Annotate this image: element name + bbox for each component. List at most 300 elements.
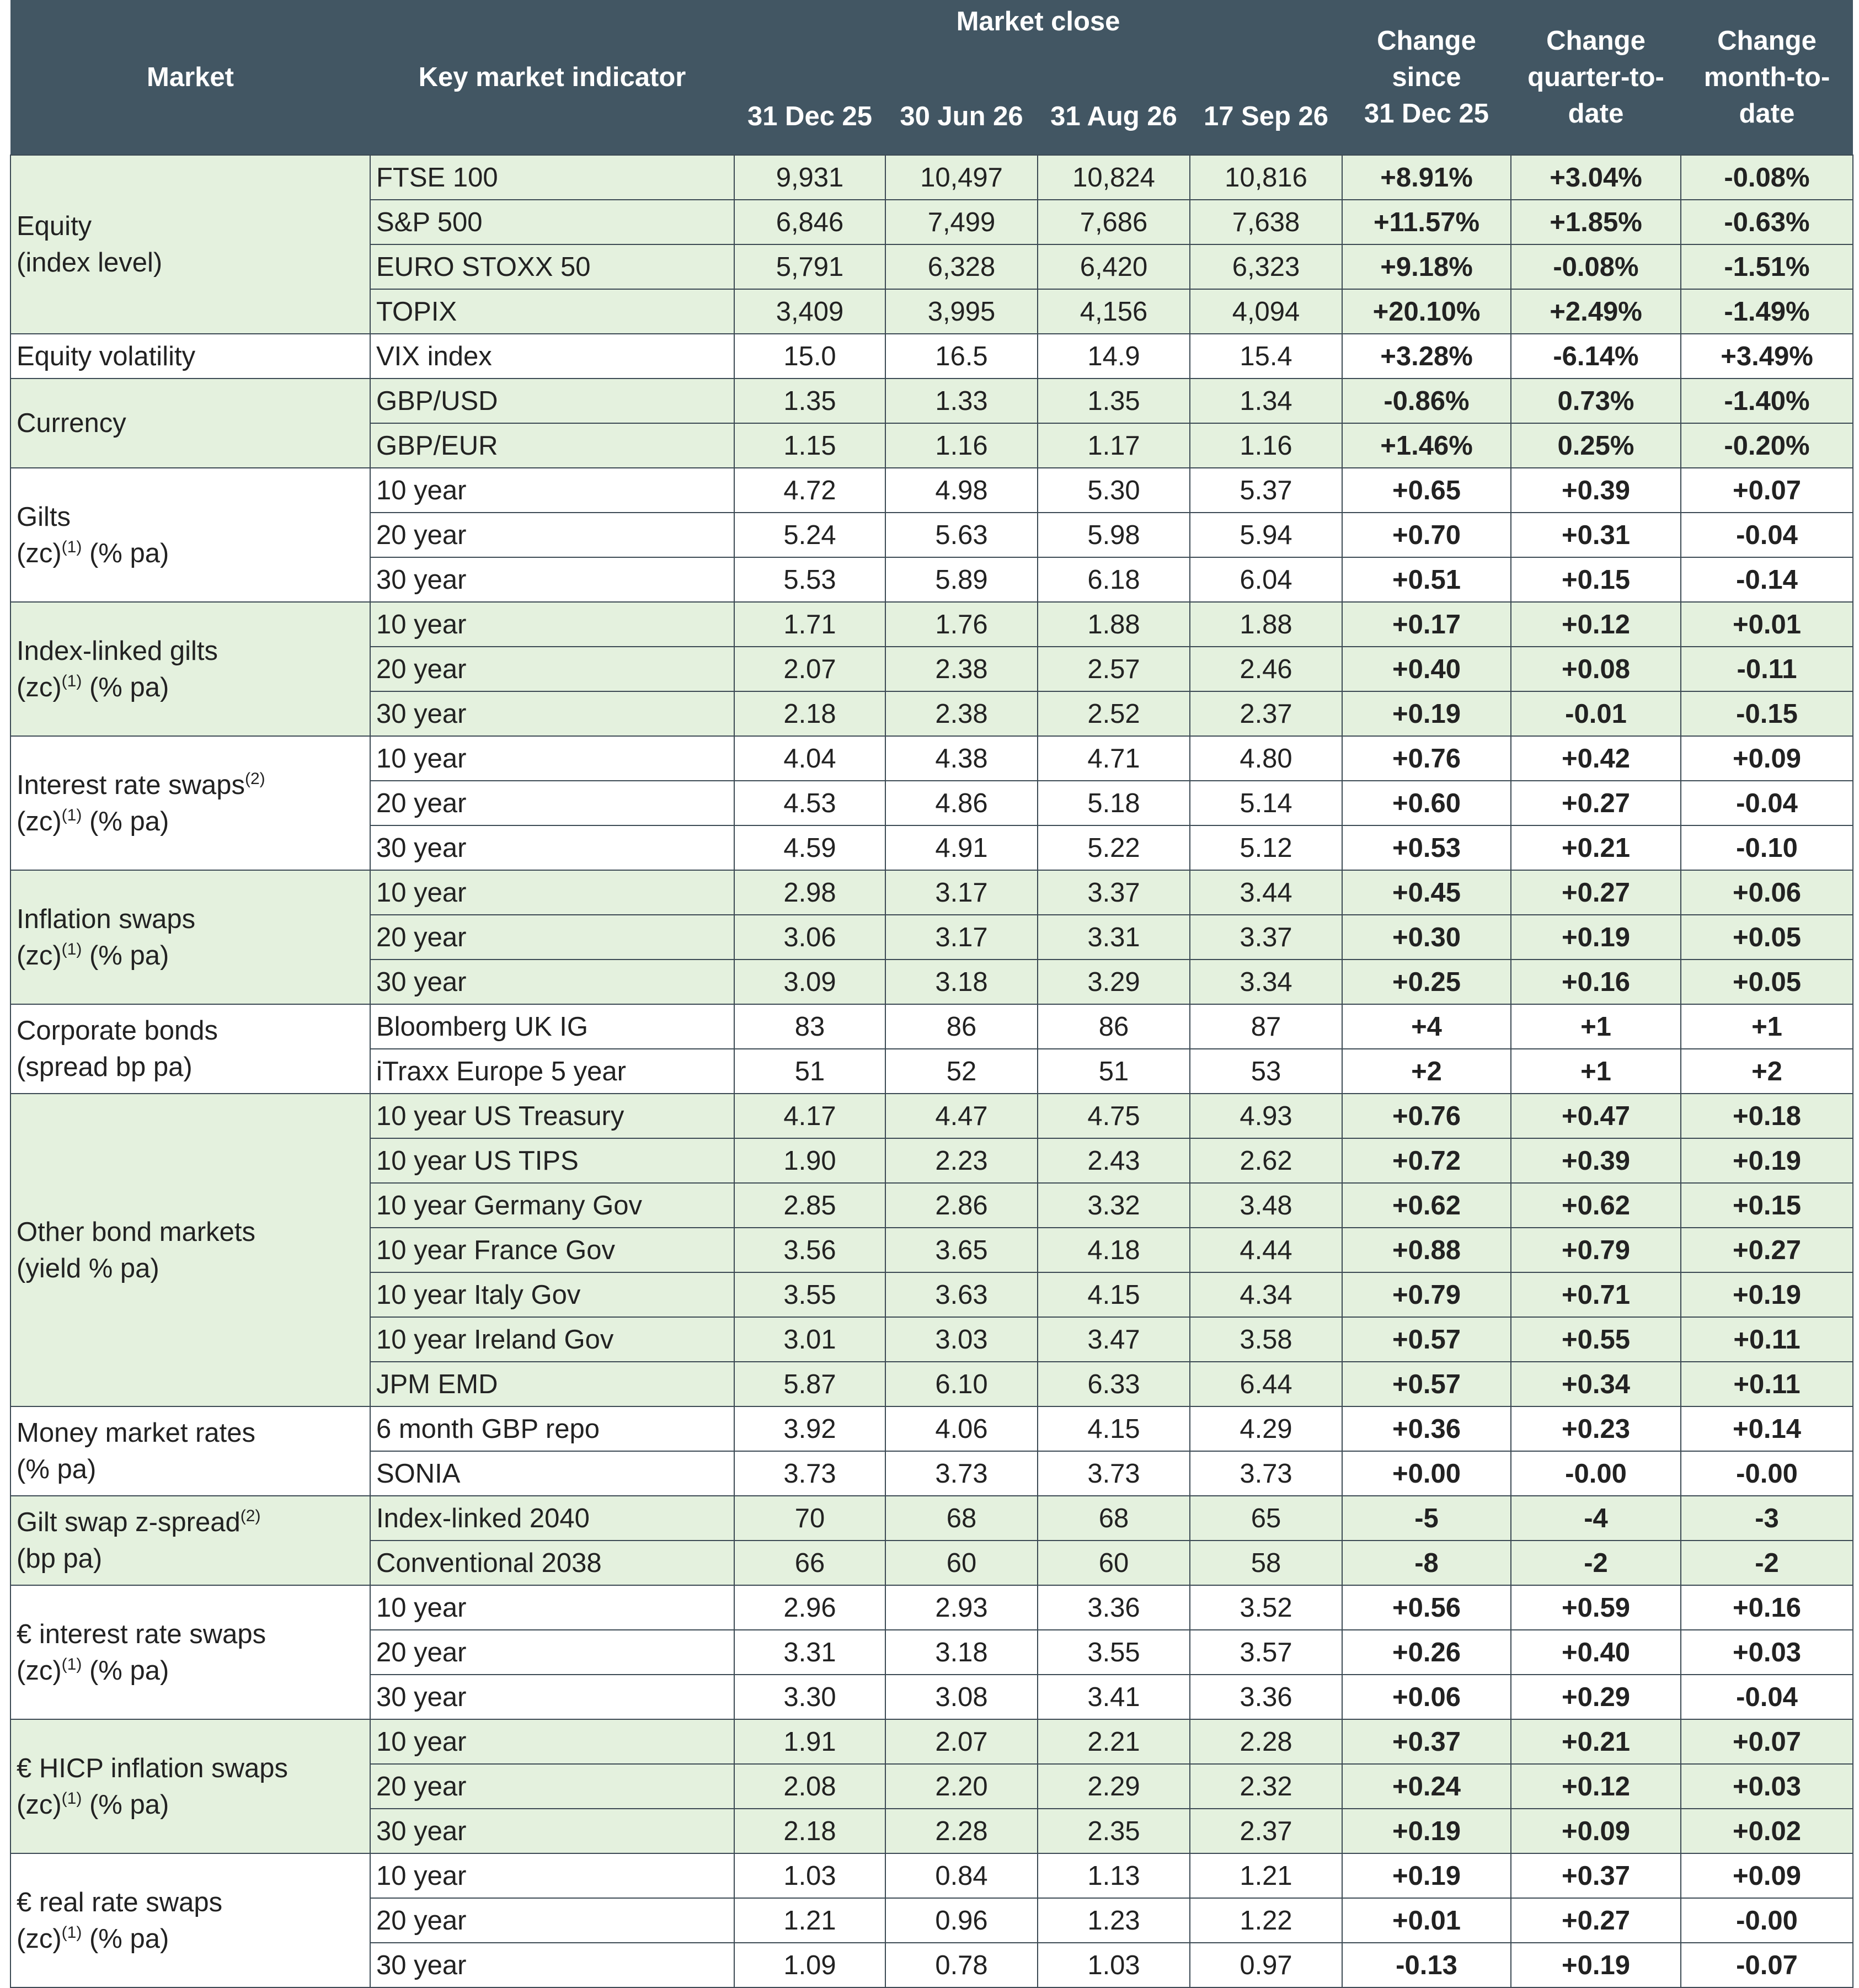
- value-31-aug-26: 3.55: [1038, 1630, 1190, 1675]
- value-31-dec-25: 4.59: [734, 825, 885, 870]
- value-31-aug-26: 3.37: [1038, 870, 1190, 915]
- change-mtd-cell: +0.27: [1681, 1228, 1853, 1272]
- value-31-aug-26: 3.29: [1038, 960, 1190, 1004]
- value-31-aug-26: 60: [1038, 1541, 1190, 1585]
- value-31-aug-26: 1.23: [1038, 1898, 1190, 1943]
- table-row: [10, 736, 1853, 781]
- market-name: Currency: [17, 408, 126, 438]
- value-31-dec-25: 5.24: [734, 513, 885, 557]
- market-name: Other bond markets: [17, 1217, 256, 1247]
- value-17-sep-26: 5.37: [1190, 468, 1342, 513]
- value-31-aug-26: 4,156: [1038, 289, 1190, 334]
- value-31-dec-25: 3.01: [734, 1317, 885, 1362]
- value-30-jun-26: 0.96: [885, 1898, 1038, 1943]
- market-basis: (zc): [17, 1655, 62, 1686]
- market-name: Gilt swap z-spread: [17, 1507, 241, 1537]
- value-30-jun-26: 5.89: [885, 557, 1038, 602]
- value-30-jun-26: 2.93: [885, 1585, 1038, 1630]
- change-since-cell: +0.72: [1342, 1138, 1511, 1183]
- value-17-sep-26: 2.37: [1190, 1809, 1342, 1853]
- change-qtd-cell: +0.15: [1511, 557, 1681, 602]
- indicator-cell: 20 year: [370, 513, 734, 557]
- value-30-jun-26: 2.86: [885, 1183, 1038, 1228]
- value-31-dec-25: 9,931: [734, 155, 885, 200]
- header-market-close: Market close: [734, 0, 1342, 68]
- market-line: [17, 901, 370, 937]
- change-since-cell: -0.13: [1342, 1943, 1511, 1987]
- value-31-dec-25: 4.72: [734, 468, 885, 513]
- header-date: 17 Sep 26: [1190, 68, 1342, 155]
- value-31-dec-25: 2.18: [734, 691, 885, 736]
- indicator-cell: 20 year: [370, 1764, 734, 1809]
- market-line: [17, 633, 370, 669]
- change-since-cell: +0.19: [1342, 691, 1511, 736]
- value-17-sep-26: 5.12: [1190, 825, 1342, 870]
- change-qtd-cell: +1: [1511, 1049, 1681, 1094]
- header-line: quarter-to-: [1527, 62, 1664, 92]
- change-qtd-cell: +0.71: [1511, 1272, 1681, 1317]
- indicator-cell: 30 year: [370, 557, 734, 602]
- indicator-cell: 20 year: [370, 781, 734, 825]
- value-31-dec-25: 6,846: [734, 200, 885, 244]
- market-category-cell: [10, 1406, 370, 1496]
- market-category-cell: [10, 736, 370, 870]
- value-30-jun-26: 1.76: [885, 602, 1038, 647]
- value-17-sep-26: 4.93: [1190, 1094, 1342, 1138]
- indicator-cell: 30 year: [370, 691, 734, 736]
- value-31-dec-25: 3.09: [734, 960, 885, 1004]
- market-name: Equity: [17, 211, 92, 241]
- indicator-cell: 10 year France Gov: [370, 1228, 734, 1272]
- value-30-jun-26: 4.86: [885, 781, 1038, 825]
- value-17-sep-26: 0.97: [1190, 1943, 1342, 1987]
- market-line: [17, 1012, 370, 1049]
- footnote-marker: (2): [244, 769, 265, 788]
- market-line: [17, 767, 370, 803]
- value-31-dec-25: 70: [734, 1496, 885, 1541]
- market-line: [17, 338, 370, 375]
- change-since-cell: +0.70: [1342, 513, 1511, 557]
- change-since-cell: +0.19: [1342, 1853, 1511, 1898]
- change-qtd-cell: +0.34: [1511, 1362, 1681, 1406]
- change-since-cell: +0.88: [1342, 1228, 1511, 1272]
- value-17-sep-26: 1.21: [1190, 1853, 1342, 1898]
- market-line: [17, 1884, 370, 1921]
- change-qtd-cell: +0.59: [1511, 1585, 1681, 1630]
- header-line: since: [1392, 62, 1461, 92]
- value-30-jun-26: 86: [885, 1004, 1038, 1049]
- change-since-cell: -0.86%: [1342, 379, 1511, 423]
- table-row: [10, 1585, 1853, 1630]
- market-unit: (% pa): [89, 1923, 169, 1954]
- value-17-sep-26: 4.34: [1190, 1272, 1342, 1317]
- indicator-cell: Index-linked 2040: [370, 1496, 734, 1541]
- market-line: [17, 208, 370, 244]
- change-mtd-cell: +0.09: [1681, 736, 1853, 781]
- change-qtd-cell: 0.25%: [1511, 423, 1681, 468]
- change-qtd-cell: +0.27: [1511, 781, 1681, 825]
- change-since-cell: +0.51: [1342, 557, 1511, 602]
- table-row: [10, 155, 1853, 200]
- value-17-sep-26: 4.44: [1190, 1228, 1342, 1272]
- change-since-cell: +0.60: [1342, 781, 1511, 825]
- change-qtd-cell: -2: [1511, 1541, 1681, 1585]
- value-17-sep-26: 3.52: [1190, 1585, 1342, 1630]
- value-31-aug-26: 1.03: [1038, 1943, 1190, 1987]
- value-17-sep-26: 4.80: [1190, 736, 1342, 781]
- indicator-cell: 20 year: [370, 915, 734, 960]
- value-30-jun-26: 2.38: [885, 691, 1038, 736]
- change-qtd-cell: -4: [1511, 1496, 1681, 1541]
- market-unit: (% pa): [89, 1655, 169, 1686]
- value-31-aug-26: 1.13: [1038, 1853, 1190, 1898]
- change-mtd-cell: -0.10: [1681, 825, 1853, 870]
- value-17-sep-26: 3.36: [1190, 1675, 1342, 1719]
- value-30-jun-26: 3,995: [885, 289, 1038, 334]
- value-31-dec-25: 1.90: [734, 1138, 885, 1183]
- change-qtd-cell: +0.62: [1511, 1183, 1681, 1228]
- value-31-dec-25: 2.18: [734, 1809, 885, 1853]
- market-category-cell: [10, 1094, 370, 1406]
- market-basis: (zc): [17, 1923, 62, 1954]
- indicator-cell: 30 year: [370, 1809, 734, 1853]
- value-31-aug-26: 5.18: [1038, 781, 1190, 825]
- value-17-sep-26: 4.29: [1190, 1406, 1342, 1451]
- header-line: Change: [1717, 26, 1817, 56]
- change-qtd-cell: +0.39: [1511, 1138, 1681, 1183]
- indicator-cell: 30 year: [370, 1943, 734, 1987]
- value-31-dec-25: 4.04: [734, 736, 885, 781]
- indicator-cell: 20 year: [370, 1898, 734, 1943]
- value-31-dec-25: 1.35: [734, 379, 885, 423]
- change-mtd-cell: -0.15: [1681, 691, 1853, 736]
- header-line: date: [1739, 99, 1795, 129]
- value-17-sep-26: 3.37: [1190, 915, 1342, 960]
- value-30-jun-26: 5.63: [885, 513, 1038, 557]
- header-line: month-to-: [1703, 62, 1830, 92]
- indicator-cell: 30 year: [370, 1675, 734, 1719]
- market-line: [17, 1541, 370, 1577]
- value-17-sep-26: 2.37: [1190, 691, 1342, 736]
- change-since-cell: +0.17: [1342, 602, 1511, 647]
- value-17-sep-26: 3.44: [1190, 870, 1342, 915]
- change-since-cell: +0.57: [1342, 1362, 1511, 1406]
- header-date: 31 Aug 26: [1038, 68, 1190, 155]
- market-line: [17, 937, 370, 974]
- change-since-cell: +0.36: [1342, 1406, 1511, 1451]
- indicator-cell: 10 year US Treasury: [370, 1094, 734, 1138]
- change-since-cell: +0.76: [1342, 736, 1511, 781]
- change-mtd-cell: +0.11: [1681, 1362, 1853, 1406]
- indicator-cell: GBP/USD: [370, 379, 734, 423]
- value-30-jun-26: 2.38: [885, 647, 1038, 691]
- indicator-cell: 10 year US TIPS: [370, 1138, 734, 1183]
- value-31-aug-26: 6,420: [1038, 244, 1190, 289]
- change-since-cell: +3.28%: [1342, 334, 1511, 379]
- market-name: Inflation swaps: [17, 904, 196, 934]
- market-unit: (spread bp pa): [17, 1052, 193, 1082]
- value-31-aug-26: 10,824: [1038, 155, 1190, 200]
- change-mtd-cell: +0.16: [1681, 1585, 1853, 1630]
- market-line: [17, 669, 370, 706]
- change-mtd-cell: -1.40%: [1681, 379, 1853, 423]
- change-qtd-cell: +0.09: [1511, 1809, 1681, 1853]
- value-31-aug-26: 6.33: [1038, 1362, 1190, 1406]
- market-line: [17, 1214, 370, 1250]
- footnote-marker: (1): [61, 1655, 82, 1673]
- value-30-jun-26: 3.18: [885, 960, 1038, 1004]
- change-since-cell: +0.26: [1342, 1630, 1511, 1675]
- value-17-sep-26: 2.46: [1190, 647, 1342, 691]
- indicator-cell: 10 year: [370, 1853, 734, 1898]
- value-31-aug-26: 4.75: [1038, 1094, 1190, 1138]
- change-since-cell: +0.30: [1342, 915, 1511, 960]
- value-17-sep-26: 1.88: [1190, 602, 1342, 647]
- change-since-cell: +4: [1342, 1004, 1511, 1049]
- change-since-cell: +0.24: [1342, 1764, 1511, 1809]
- value-17-sep-26: 3.73: [1190, 1451, 1342, 1496]
- value-30-jun-26: 1.33: [885, 379, 1038, 423]
- market-category-cell: [10, 468, 370, 602]
- value-31-aug-26: 5.22: [1038, 825, 1190, 870]
- value-17-sep-26: 3.48: [1190, 1183, 1342, 1228]
- value-31-dec-25: 1.91: [734, 1719, 885, 1764]
- value-31-dec-25: 3.55: [734, 1272, 885, 1317]
- market-line: [17, 803, 370, 840]
- value-31-dec-25: 3.92: [734, 1406, 885, 1451]
- value-17-sep-26: 2.32: [1190, 1764, 1342, 1809]
- table-row: [10, 1719, 1853, 1764]
- market-name: Equity volatility: [17, 341, 196, 371]
- value-30-jun-26: 16.5: [885, 334, 1038, 379]
- market-name: Interest rate swaps: [17, 770, 245, 800]
- table-row: [10, 334, 1853, 379]
- market-line: [17, 244, 370, 281]
- indicator-cell: TOPIX: [370, 289, 734, 334]
- market-line: [17, 1451, 370, 1488]
- change-qtd-cell: +2.49%: [1511, 289, 1681, 334]
- change-mtd-cell: -0.00: [1681, 1451, 1853, 1496]
- value-17-sep-26: 87: [1190, 1004, 1342, 1049]
- change-mtd-cell: +0.19: [1681, 1272, 1853, 1317]
- value-31-dec-25: 5.53: [734, 557, 885, 602]
- change-mtd-cell: -0.04: [1681, 513, 1853, 557]
- change-since-cell: +0.25: [1342, 960, 1511, 1004]
- indicator-cell: 6 month GBP repo: [370, 1406, 734, 1451]
- change-mtd-cell: +0.11: [1681, 1317, 1853, 1362]
- market-unit: (% pa): [17, 1454, 97, 1484]
- market-line: [17, 499, 370, 535]
- market-unit: (% pa): [89, 806, 169, 836]
- value-30-jun-26: 3.17: [885, 915, 1038, 960]
- change-mtd-cell: +3.49%: [1681, 334, 1853, 379]
- value-31-aug-26: 68: [1038, 1496, 1190, 1541]
- value-30-jun-26: 68: [885, 1496, 1038, 1541]
- value-31-dec-25: 3.56: [734, 1228, 885, 1272]
- change-qtd-cell: +0.16: [1511, 960, 1681, 1004]
- value-17-sep-26: 1.22: [1190, 1898, 1342, 1943]
- footnote-marker: (1): [61, 806, 82, 824]
- table-row: [10, 1496, 1853, 1541]
- indicator-cell: JPM EMD: [370, 1362, 734, 1406]
- table-row: [10, 468, 1853, 513]
- value-31-dec-25: 3.30: [734, 1675, 885, 1719]
- header-date: 30 Jun 26: [885, 68, 1038, 155]
- value-30-jun-26: 3.63: [885, 1272, 1038, 1317]
- change-mtd-cell: +0.07: [1681, 468, 1853, 513]
- value-31-dec-25: 3.73: [734, 1451, 885, 1496]
- value-31-dec-25: 15.0: [734, 334, 885, 379]
- value-31-dec-25: 3.06: [734, 915, 885, 960]
- change-qtd-cell: +0.12: [1511, 1764, 1681, 1809]
- change-qtd-cell: +0.21: [1511, 825, 1681, 870]
- value-31-aug-26: 2.57: [1038, 647, 1190, 691]
- change-since-cell: +0.79: [1342, 1272, 1511, 1317]
- value-30-jun-26: 3.73: [885, 1451, 1038, 1496]
- market-basis: (zc): [17, 940, 62, 971]
- value-31-aug-26: 14.9: [1038, 334, 1190, 379]
- value-30-jun-26: 52: [885, 1049, 1038, 1094]
- value-17-sep-26: 6.44: [1190, 1362, 1342, 1406]
- change-qtd-cell: +0.37: [1511, 1853, 1681, 1898]
- value-30-jun-26: 1.16: [885, 423, 1038, 468]
- change-mtd-cell: -2: [1681, 1541, 1853, 1585]
- indicator-cell: 10 year Germany Gov: [370, 1183, 734, 1228]
- indicator-cell: SONIA: [370, 1451, 734, 1496]
- change-qtd-cell: +0.27: [1511, 1898, 1681, 1943]
- market-category-cell: [10, 1719, 370, 1853]
- value-30-jun-26: 10,497: [885, 155, 1038, 200]
- value-31-aug-26: 3.32: [1038, 1183, 1190, 1228]
- value-17-sep-26: 1.16: [1190, 423, 1342, 468]
- value-17-sep-26: 15.4: [1190, 334, 1342, 379]
- market-name: Index-linked gilts: [17, 636, 218, 666]
- change-since-cell: +0.00: [1342, 1451, 1511, 1496]
- value-31-dec-25: 1.03: [734, 1853, 885, 1898]
- change-mtd-cell: +0.05: [1681, 915, 1853, 960]
- indicator-cell: 10 year Ireland Gov: [370, 1317, 734, 1362]
- market-line: [17, 1921, 370, 1957]
- market-category-cell: [10, 870, 370, 1004]
- change-qtd-cell: 0.73%: [1511, 379, 1681, 423]
- market-table-container: [10, 0, 1852, 1988]
- header-line: Change: [1546, 26, 1646, 56]
- change-qtd-cell: +0.12: [1511, 602, 1681, 647]
- change-qtd-cell: +0.40: [1511, 1630, 1681, 1675]
- value-31-aug-26: 86: [1038, 1004, 1190, 1049]
- value-30-jun-26: 4.06: [885, 1406, 1038, 1451]
- value-31-aug-26: 2.35: [1038, 1809, 1190, 1853]
- market-basis: (zc): [17, 672, 62, 702]
- change-qtd-cell: +0.39: [1511, 468, 1681, 513]
- market-basis: (zc): [17, 538, 62, 568]
- value-30-jun-26: 2.20: [885, 1764, 1038, 1809]
- value-31-aug-26: 4.15: [1038, 1272, 1190, 1317]
- value-31-dec-25: 2.85: [734, 1183, 885, 1228]
- change-since-cell: -5: [1342, 1496, 1511, 1541]
- header-line: 31 Dec 25: [1364, 99, 1489, 129]
- header-change-quarter-to-date: [1511, 0, 1681, 155]
- change-since-cell: +8.91%: [1342, 155, 1511, 200]
- value-31-aug-26: 3.47: [1038, 1317, 1190, 1362]
- indicator-cell: VIX index: [370, 334, 734, 379]
- value-31-dec-25: 2.98: [734, 870, 885, 915]
- value-31-dec-25: 1.09: [734, 1943, 885, 1987]
- market-unit: (% pa): [89, 940, 169, 971]
- value-31-dec-25: 1.15: [734, 423, 885, 468]
- market-category-cell: [10, 379, 370, 468]
- change-mtd-cell: -0.08%: [1681, 155, 1853, 200]
- footnote-marker: (1): [61, 940, 82, 958]
- value-30-jun-26: 7,499: [885, 200, 1038, 244]
- change-mtd-cell: +0.06: [1681, 870, 1853, 915]
- value-30-jun-26: 2.23: [885, 1138, 1038, 1183]
- change-mtd-cell: -0.00: [1681, 1898, 1853, 1943]
- change-qtd-cell: -0.00: [1511, 1451, 1681, 1496]
- footnote-marker: (1): [61, 1923, 82, 1942]
- value-17-sep-26: 3.57: [1190, 1630, 1342, 1675]
- value-31-aug-26: 1.88: [1038, 602, 1190, 647]
- value-30-jun-26: 3.18: [885, 1630, 1038, 1675]
- header-line: date: [1568, 99, 1624, 129]
- change-qtd-cell: +3.04%: [1511, 155, 1681, 200]
- value-30-jun-26: 2.28: [885, 1809, 1038, 1853]
- indicator-cell: Conventional 2038: [370, 1541, 734, 1585]
- value-17-sep-26: 53: [1190, 1049, 1342, 1094]
- value-31-aug-26: 2.21: [1038, 1719, 1190, 1764]
- value-31-dec-25: 3,409: [734, 289, 885, 334]
- market-line: [17, 1653, 370, 1689]
- market-unit: (index level): [17, 248, 163, 278]
- market-line: [17, 1504, 370, 1541]
- market-name: Corporate bonds: [17, 1016, 218, 1046]
- change-mtd-cell: -0.04: [1681, 781, 1853, 825]
- market-name: € real rate swaps: [17, 1887, 223, 1917]
- value-17-sep-26: 10,816: [1190, 155, 1342, 200]
- table-row: [10, 1406, 1853, 1451]
- market-name: Money market rates: [17, 1418, 255, 1448]
- market-category-cell: [10, 602, 370, 736]
- value-17-sep-26: 3.58: [1190, 1317, 1342, 1362]
- change-since-cell: +0.19: [1342, 1809, 1511, 1853]
- value-31-aug-26: 4.18: [1038, 1228, 1190, 1272]
- change-qtd-cell: +0.29: [1511, 1675, 1681, 1719]
- change-mtd-cell: +2: [1681, 1049, 1853, 1094]
- value-17-sep-26: 6,323: [1190, 244, 1342, 289]
- change-mtd-cell: +0.03: [1681, 1764, 1853, 1809]
- value-30-jun-26: 4.91: [885, 825, 1038, 870]
- value-31-aug-26: 3.73: [1038, 1451, 1190, 1496]
- table-row: [10, 870, 1853, 915]
- change-since-cell: +20.10%: [1342, 289, 1511, 334]
- value-31-dec-25: 5.87: [734, 1362, 885, 1406]
- value-30-jun-26: 4.38: [885, 736, 1038, 781]
- indicator-cell: 10 year: [370, 602, 734, 647]
- change-since-cell: +0.40: [1342, 647, 1511, 691]
- footnote-marker: (2): [240, 1507, 261, 1525]
- change-mtd-cell: -0.04: [1681, 1675, 1853, 1719]
- table-header: [10, 0, 1853, 155]
- value-31-dec-25: 2.08: [734, 1764, 885, 1809]
- change-since-cell: +0.01: [1342, 1898, 1511, 1943]
- change-qtd-cell: +0.08: [1511, 647, 1681, 691]
- market-unit: (yield % pa): [17, 1253, 159, 1283]
- value-31-aug-26: 2.29: [1038, 1764, 1190, 1809]
- change-since-cell: +2: [1342, 1049, 1511, 1094]
- value-31-aug-26: 2.43: [1038, 1138, 1190, 1183]
- value-17-sep-26: 58: [1190, 1541, 1342, 1585]
- change-since-cell: +0.65: [1342, 468, 1511, 513]
